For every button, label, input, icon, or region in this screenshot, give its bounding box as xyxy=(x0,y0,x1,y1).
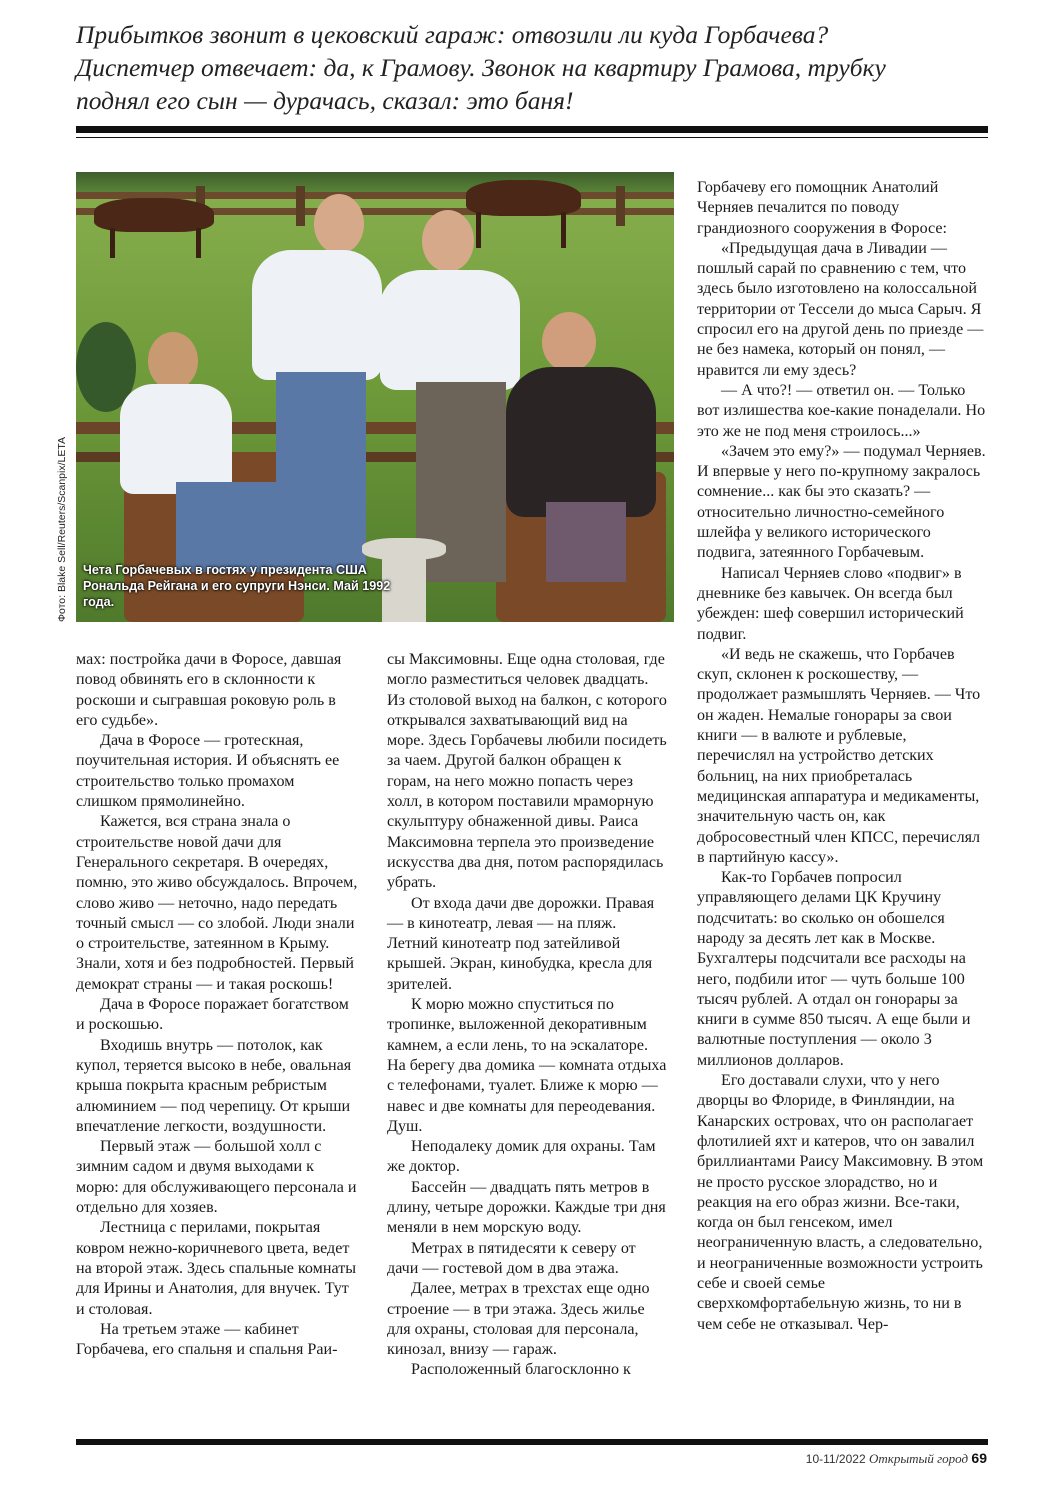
person-nancy-jeans xyxy=(176,482,291,572)
paragraph: Входишь внутрь — потолок, как купол, теряется высоко в небе, овальная крыша покрыта красным ребристым алюминием — под черепицу. От крыши впечатление легкости, воздушности. xyxy=(76,1036,352,1135)
paragraph: «И ведь не скажешь, что Горбачев скуп, склонен к роскошеству, — продолжает размышлять Черняев. — Что он жаден. Немалые гонорары за свои книги — в валюте и рублевые, перечислял на устройство детских больниц, на них приобреталась медицинская аппаратура и медикаменты, значительную часть он, как добросовестный член КПСС, перечислял в партийную кассу». xyxy=(697,645,981,866)
fence-post xyxy=(616,186,625,226)
paragraph: Горбачеву его помощник Анатолий Черняев печалится по поводу грандиозного сооружения в Форосе: xyxy=(697,179,947,237)
headline-quote xyxy=(76,18,996,117)
paragraph: К морю можно спуститься по тропинке, выложенной декоративным камнем, а если лень, то на эскалаторе. На берегу два домика — комната отдыха с телефонами, туалет. Ближе к морю — навес и две комнаты для переодевания. Душ. xyxy=(387,996,667,1135)
person-reagan-head xyxy=(314,194,364,254)
paragraph: Лестница с перилами, покрытая ковром нежно-коричневого цвета, ведет на второй этаж. Здесь спальные комнаты для Ирины и Анатолия, для внучек. Тут и столовая. xyxy=(76,1219,357,1318)
text-column-3 xyxy=(697,178,987,1335)
headline-line: поднял его сын — дурачась, сказал: это баня! xyxy=(76,86,574,115)
horse-leg xyxy=(561,212,566,248)
photo-credit: Фото: Blake Sell/Reuters/Scanpix/LETA xyxy=(56,436,68,622)
bottom-rule xyxy=(76,1439,988,1445)
paragraph: Неподалеку домик для охраны. Там же доктор. xyxy=(387,1138,656,1176)
person-raisa-head xyxy=(542,312,596,372)
person-reagan-jeans xyxy=(276,372,366,572)
magazine-name: Открытый город xyxy=(868,1451,969,1466)
paragraph: Дача в Форосе поражает богатством и роскошью. xyxy=(76,996,349,1034)
person-raisa-skirt xyxy=(546,502,626,582)
person-raisa-dress xyxy=(506,367,656,517)
horse-left xyxy=(94,198,214,232)
horse-right xyxy=(466,180,581,216)
page-number: 69 xyxy=(971,1450,987,1466)
issue-number: 10-11/2022 xyxy=(805,1452,866,1466)
paragraph: Написал Черняев слово «подвиг» в дневнике без кавычек. Он всегда был убежден: шеф совершил исторический подвиг. xyxy=(697,564,964,643)
horse-leg xyxy=(476,212,481,248)
paragraph: «Зачем это ему?» — подумал Черняев. И впервые у него по-крупному закралось сомнение... как бы это сказать? — относительно личностно-семейного шлейфа у великого исторического подвига, затеянного Горбачевым. xyxy=(697,442,986,562)
fence-post xyxy=(296,186,305,226)
paragraph: — А что?! — ответил он. — Только вот излишества кое-какие понаделали. Но это же не под меня строилось...» xyxy=(697,381,986,440)
paragraph: Метрах в пятидесяти к северу от дачи — гостевой дом в два этажа. xyxy=(387,1239,636,1277)
horse-leg xyxy=(196,228,201,258)
paragraph: Дача в Форосе — гротескная, поучительная история. И объяснять ее строительство только промахом слишком прямолинейно. xyxy=(76,732,340,811)
paragraph: Бассейн — двадцать пять метров в длину, четыре дорожки. Каждые три дня меняли в нем морскую воду. xyxy=(387,1178,666,1237)
paragraph: От входа дачи две дорожки. Правая — в кинотеатр, левая — на пляж. Летний кинотеатр под затейливой крышей. Экран, кинобудка, кресла для зрителей. xyxy=(387,894,655,993)
person-gorbachev-shirt xyxy=(380,270,520,390)
paragraph: Расположенный благосклонно к xyxy=(411,1361,631,1379)
photo-caption: Чета Горбачевых в гостях у президента США Рональда Рейгана и его супруги Нэнси. Май 1992 года. xyxy=(83,563,391,609)
person-reagan-shirt xyxy=(252,250,382,380)
paragraph: Его доставали слухи, что у него дворцы во Флориде, в Финляндии, на Канарских островах, что он располагает флотилией яхт и катеров, что он завалил бриллиантами Раису Максимовну. В этом не просто русское злорадство, но и реакция на его образ жизни. Все-таки, когда он был генсеком, имел неограниченную власть, а следовательно, и неограниченные возможности устроить себе и своей семье сверхкомфортабельную жизнь, то ни в чем себе не отказывал. Чер- xyxy=(697,1072,984,1333)
person-nancy-head xyxy=(148,332,198,390)
paragraph: мах: постройка дачи в Форосе, давшая повод обвинять его в склонности к роскоши и сыгравшая роковую роль в его судьбе». xyxy=(76,651,342,729)
headline-line: Диспетчер отвечает: да, к Грамову. Звонок на квартиру Грамова, трубку xyxy=(76,53,886,82)
paragraph: «Предыдущая дача в Ливадии — пошлый сарай по сравнению с тем, что здесь было изготовлено на колоссальной территории от Тессели до мыса Сарыч. Я спросил его на другой день по приезде — не без намека, который он понял, — нравится ли ему здесь? xyxy=(697,239,984,379)
text-column-2 xyxy=(387,650,669,1381)
horse-leg xyxy=(110,228,115,258)
top-rule xyxy=(76,126,988,133)
person-gorbachev-head xyxy=(422,210,474,272)
paragraph: Первый этаж — большой холл с зимним садом и двумя выходами к морю: для обслуживающего персонала и отдельно для хозяев. xyxy=(76,1138,357,1217)
text-column-1 xyxy=(76,650,358,1360)
paragraph: Как-то Горбачев попросил управляющего делами ЦК Кручину подсчитать: во сколько он обошелся народу за десять лет как в Москве. Бухгалтеры подсчитали все расходы на него, подбили итог — чуть больше 100 тысяч рублей. А отдал он гонорары за книги в сумме 850 тысяч. А еще были и валютные поступления — около 3 миллионов долларов. xyxy=(697,869,971,1069)
headline-line: Прибытков звонит в цековский гараж: отвозили ли куда Горбачева? xyxy=(76,20,829,49)
photo-reagan-gorbachev xyxy=(76,172,674,622)
page-footer xyxy=(806,1450,987,1467)
person-nancy-shirt xyxy=(120,384,232,494)
paragraph: На третьем этаже — кабинет Горбачева, его спальня и спальня Раи- xyxy=(76,1320,338,1359)
top-thin-rule xyxy=(76,137,988,138)
paragraph: Далее, метрах в трехстах еще одно строение — в три этажа. Здесь жилье для охраны, столовая для персонала, кинозал, внизу — гараж. xyxy=(387,1280,650,1359)
paragraph: Кажется, вся страна знала о строительстве новой дачи для Генерального секретаря. В очередях, помню, это живо обсуждалось. Впрочем, слово живо — неточно, надо передать точный смысл — со злобой. Люди знали о строительстве, затеянном в Крыму. Знали, хотя и без подробностей. Первый демократ страны — и такая роскошь! xyxy=(76,813,358,993)
paragraph: сы Максимовны. Еще одна столовая, где могло разместиться человек двадцать. Из столовой выход на балкон, с которого открывался захватывающий вид на море. Здесь Горбачевы любили посидеть за чаем. Другой балкон обращен к горам, на него можно попасть через холл, в котором поставили мраморную скульптуру обнаженной дивы. Раиса Максимовна терпела это произведение искусства два дня, потом распорядилась убрать. xyxy=(387,651,667,892)
